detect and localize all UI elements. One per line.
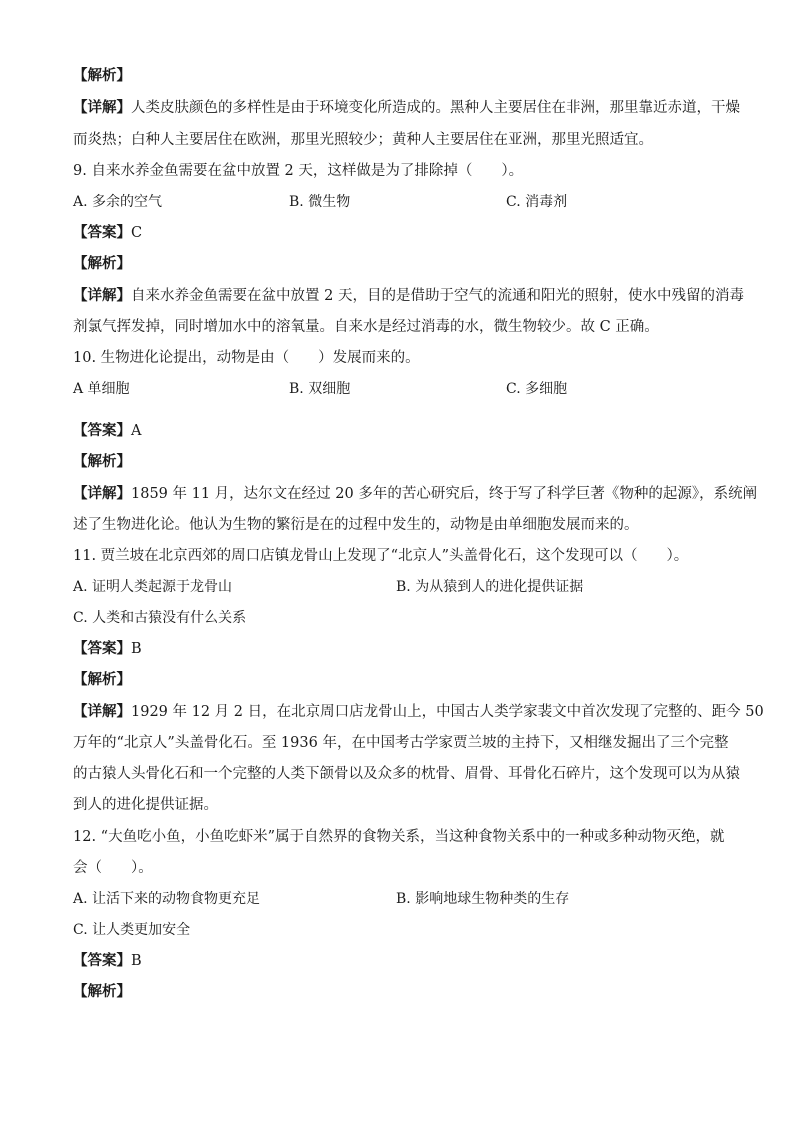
- question-9-option-c: C. 消毒剂: [506, 194, 568, 210]
- question-12-stem-line: 会（ ）。: [73, 860, 153, 876]
- question-11-analysis-heading: 【解析】: [73, 672, 131, 688]
- question-12-stem: 12. “大鱼吃小鱼，小鱼吃虾米”属于自然界的食物关系，当这种食物关系中的一种或多种动物灭绝，就: [73, 829, 725, 845]
- question-11-option-a: A. 证明人类起源于龙骨山: [73, 579, 233, 595]
- analysis-heading: 【解析】: [73, 68, 131, 84]
- question-10-option-c: C. 多细胞: [506, 381, 568, 397]
- question-9-analysis-heading: 【解析】: [73, 256, 131, 272]
- question-12-analysis-heading: 【解析】: [73, 984, 131, 1000]
- question-10-detail-line: 述了生物进化论。他认为生物的繁衍是在的过程中发生的，动物是由单细胞发展而来的。: [73, 517, 639, 533]
- question-10-option-a: A 单细胞: [73, 381, 130, 397]
- question-9-option-b: B. 微生物: [289, 194, 351, 210]
- question-10-option-b: B. 双细胞: [289, 381, 351, 397]
- question-11-stem: 11. 贾兰坡在北京西郊的周口店镇龙骨山上发现了“北京人”头盖骨化石，这个发现可以（ ）。: [73, 548, 689, 564]
- question-10-answer: 【答案】A: [73, 423, 142, 439]
- question-10-detail: 【详解】1859 年 11 月，达尔文在经过 20 多年的苦心研究后，终于写了科学巨著《物种的起源》，系统阐: [73, 486, 758, 502]
- question-12-option-b: B. 影响地球生物种类的生存: [396, 891, 570, 907]
- question-10-stem: 10. 生物进化论提出，动物是由（ ）发展而来的。: [73, 350, 420, 366]
- question-11-option-c: C. 人类和古猿没有什么关系: [73, 610, 247, 626]
- question-11-detail-line: 的古猿人头骨化石和一个完整的人类下颌骨以及众多的枕骨、眉骨、耳骨化石碎片，这个发现可以为从猿: [73, 766, 740, 782]
- question-9-detail-line: 剂氯气挥发掉，同时增加水中的溶氧量。自来水是经过消毒的水，微生物较少。故 C 正确。: [73, 319, 659, 335]
- detail-paragraph-line: 而炎热；白种人主要居住在欧洲，那里光照较少；黄种人主要居住在亚洲，那里光照适宜。: [73, 132, 653, 148]
- question-11-option-b: B. 为从猿到人的进化提供证据: [396, 579, 584, 595]
- question-12-option-c: C. 让人类更加安全: [73, 922, 191, 938]
- question-11-detail: 【详解】1929 年 12 月 2 日，在北京周口店龙骨山上，中国古人类学家裴文中首次发现了完整的、距今 50: [73, 704, 764, 720]
- question-12-option-a: A. 让活下来的动物食物更充足: [73, 891, 261, 907]
- question-9-stem: 9. 自来水养金鱼需要在盆中放置 2 天，这样做是为了排除掉（ ）。: [73, 163, 524, 179]
- question-11-detail-line: 万年的“北京人”头盖骨化石。至 1936 年，在中国考古学家贾兰坡的主持下，又相继发掘出了三个完整: [73, 735, 729, 751]
- question-9-answer: 【答案】C: [73, 225, 143, 241]
- question-9-detail: 【详解】自来水养金鱼需要在盆中放置 2 天，目的是借助于空气的流通和阳光的照射，使水中残留的消毒: [73, 288, 744, 304]
- question-11-answer: 【答案】B: [73, 641, 142, 657]
- question-11-detail-line: 到人的进化提供证据。: [73, 797, 218, 813]
- question-9-option-a: A. 多余的空气: [73, 194, 163, 210]
- question-12-answer: 【答案】B: [73, 953, 142, 969]
- detail-paragraph: 【详解】人类皮肤颜色的多样性是由于环境变化所造成的。黑种人主要居住在非洲，那里靠近赤道，干燥: [73, 100, 740, 116]
- question-10-analysis-heading: 【解析】: [73, 454, 131, 470]
